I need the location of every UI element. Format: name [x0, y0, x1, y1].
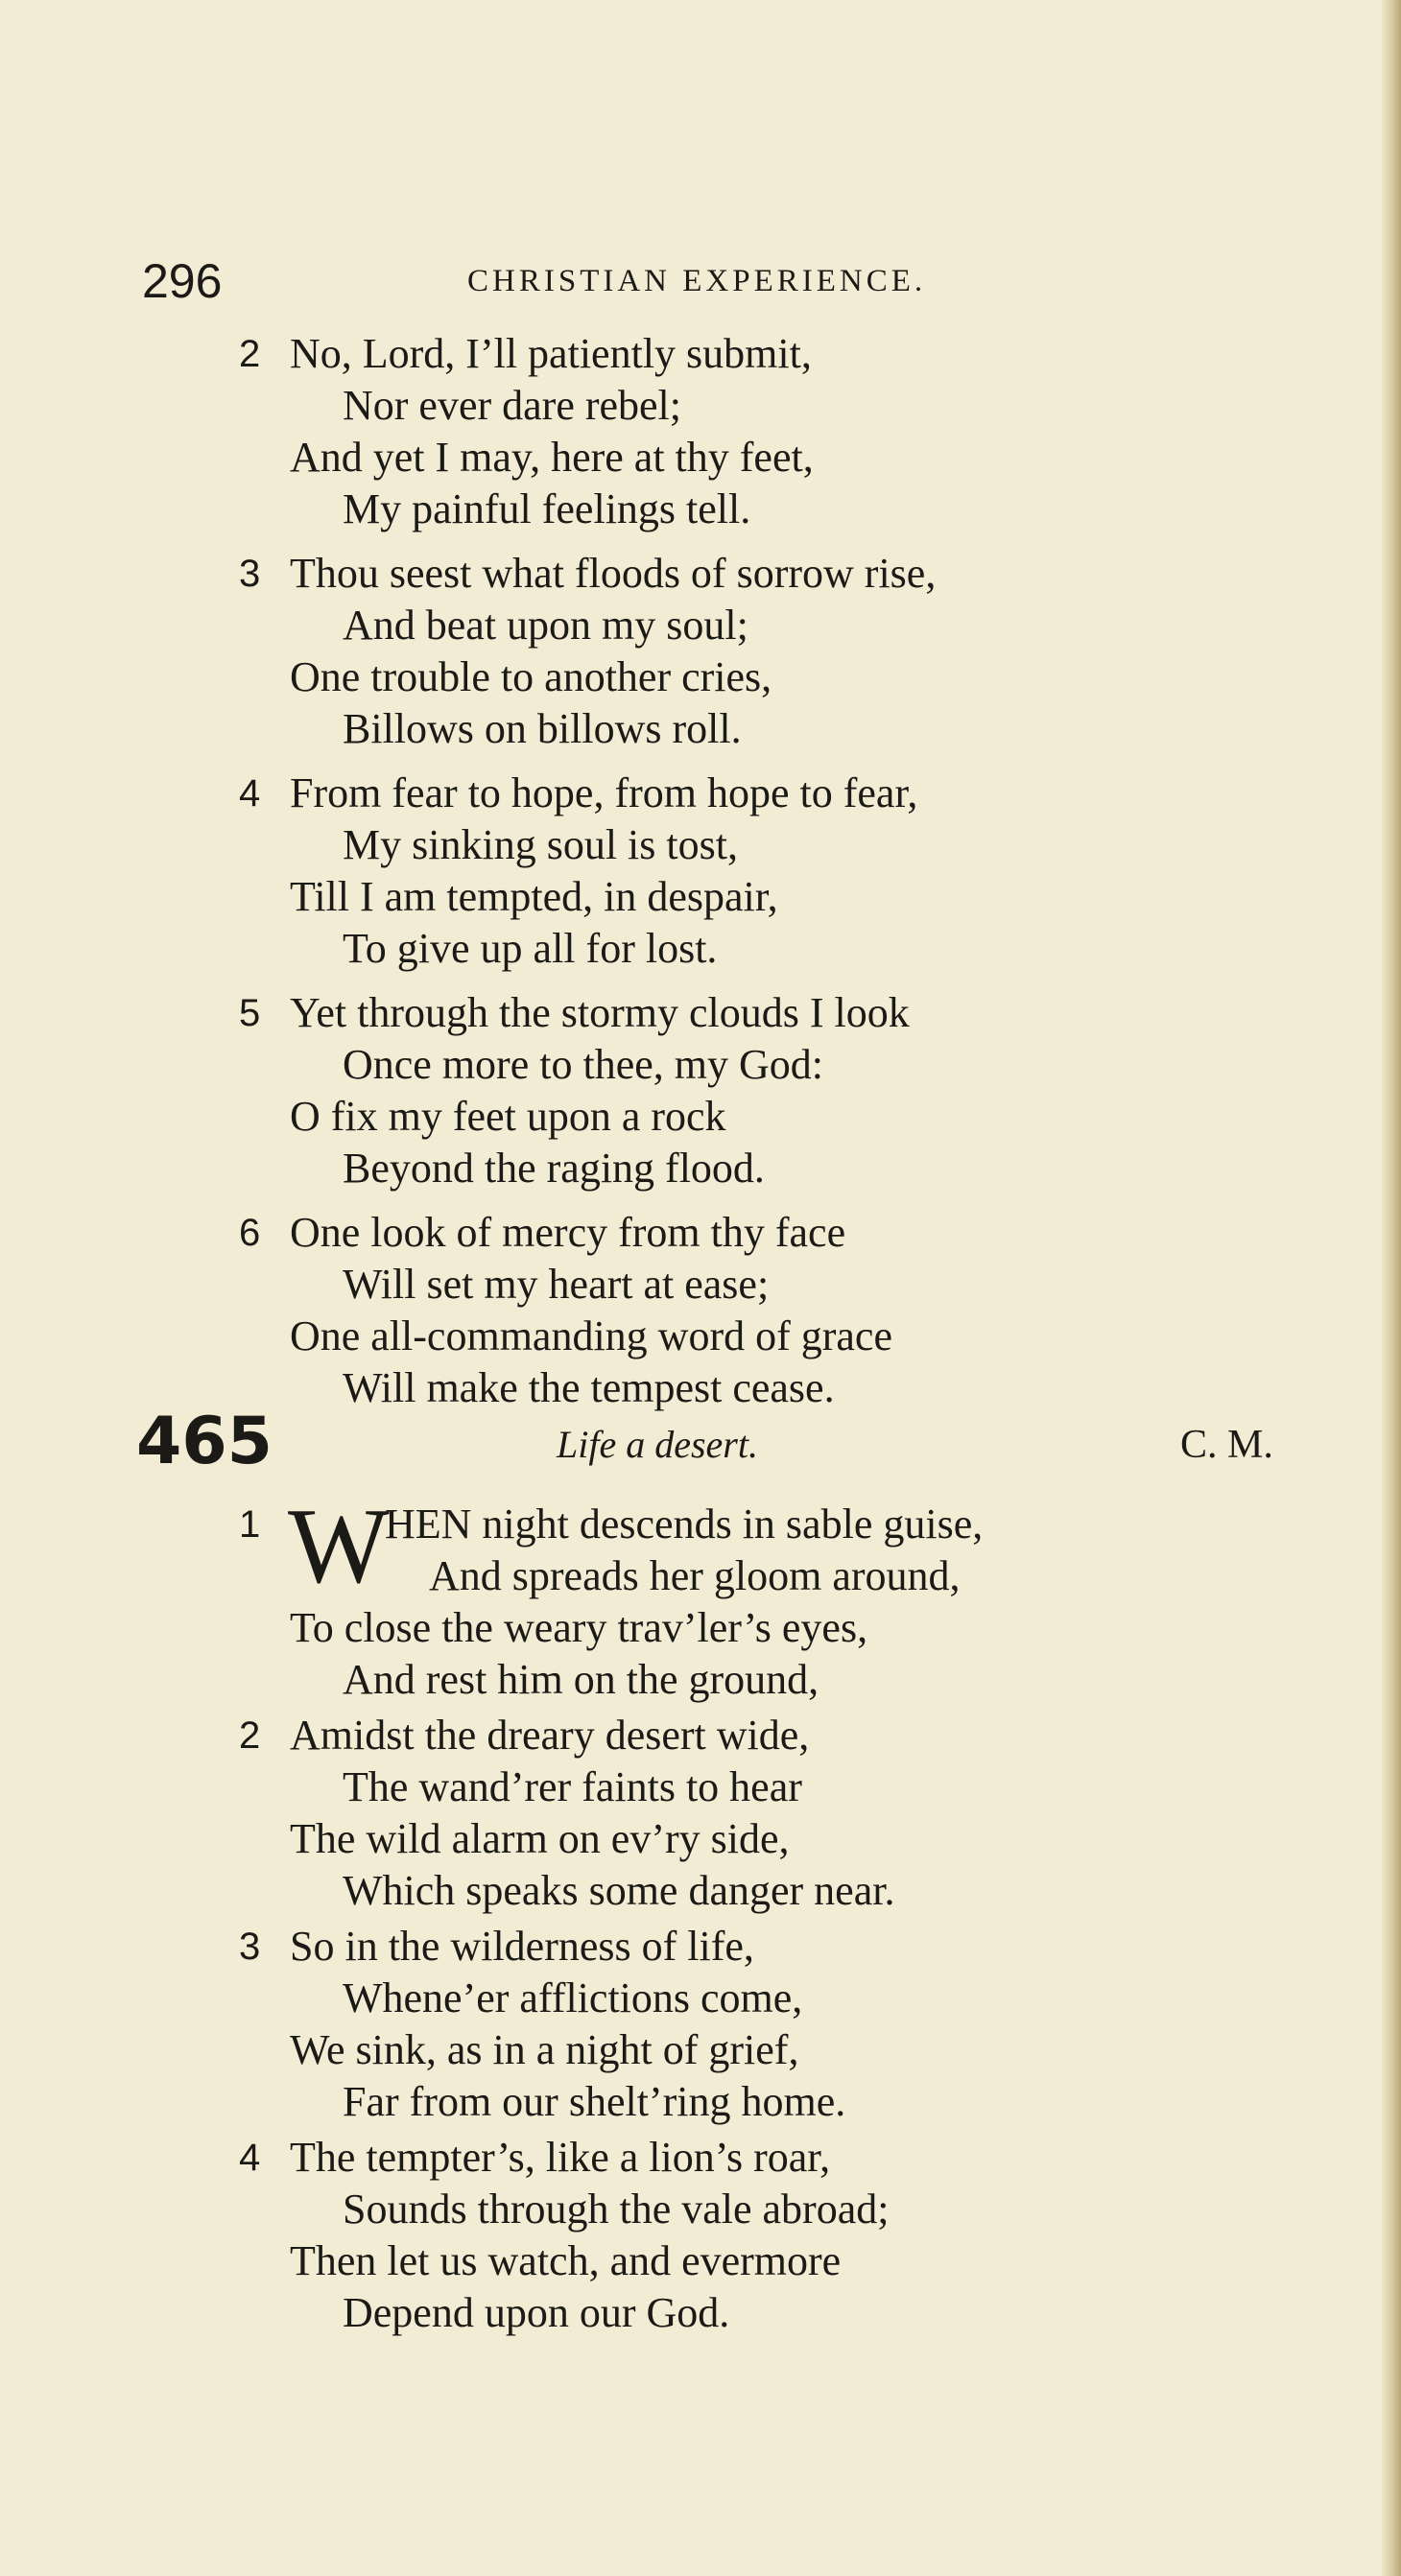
verse-line: Yet through the stormy clouds I look — [290, 989, 910, 1036]
hymn-number: 465 — [136, 1404, 273, 1479]
verse-line: Whene’er afflictions come, — [343, 1974, 803, 2021]
verse-line: Once more to thee, my God: — [343, 1041, 823, 1088]
stanza-number: 2 — [239, 1714, 261, 1757]
verse-line: One all-commanding word of grace — [290, 1312, 892, 1359]
verse-line: To close the weary trav’ler’s eyes, — [290, 1604, 868, 1651]
stanza-number: 3 — [239, 1926, 261, 1968]
verse-line: Which speaks some danger near. — [343, 1867, 895, 1914]
verse-line: The wild alarm on ev’ry side, — [290, 1815, 790, 1862]
running-head: CHRISTIAN EXPERIENCE. — [467, 264, 927, 298]
verse-line: O fix my feet upon a rock — [290, 1093, 726, 1140]
verse-line: HEN night descends in sable guise, — [385, 1501, 984, 1548]
verse-line: Far from our shelt’ring home. — [343, 2078, 846, 2125]
verse-line: The wand’rer faints to hear — [343, 1763, 802, 1810]
verse-line: My sinking soul is tost, — [343, 821, 738, 868]
verse-line: So in the wilderness of life, — [290, 1923, 754, 1970]
page-number: 296 — [142, 254, 223, 308]
verse-line: Till I am tempted, in despair, — [290, 873, 778, 920]
stanza-number: 2 — [239, 333, 261, 375]
verse-line: Nor ever dare rebel; — [343, 382, 682, 429]
verse-line: And spreads her gloom around, — [429, 1552, 961, 1599]
stanza-number: 4 — [239, 772, 261, 815]
stanza-number: 6 — [239, 1212, 261, 1254]
hymn-title: Life a desert. — [557, 1423, 758, 1466]
verse-line: From fear to hope, from hope to fear, — [290, 769, 918, 816]
verse-line: Then let us watch, and evermore — [290, 2237, 842, 2284]
verse-line: No, Lord, I’ll patiently submit, — [290, 330, 812, 377]
verse-line: The tempter’s, like a lion’s roar, — [290, 2134, 831, 2181]
stanza-number: 3 — [239, 553, 261, 595]
verse-line: To give up all for lost. — [343, 925, 718, 972]
stanza-number: 5 — [239, 992, 261, 1034]
stanza-number: 4 — [239, 2137, 261, 2179]
verse-line: Amidst the dreary desert wide, — [290, 1712, 810, 1759]
hymn-meter: C. M. — [1180, 1423, 1273, 1467]
verse-line: Thou seest what floods of sorrow rise, — [290, 550, 937, 597]
page-header — [0, 248, 1401, 315]
verse-line: One trouble to another cries, — [290, 653, 772, 700]
verse-line: Billows on billows roll. — [343, 705, 742, 752]
verse-line: Beyond the raging flood. — [343, 1145, 765, 1192]
verse-line: We sink, as in a night of grief, — [290, 2026, 799, 2073]
drop-cap: W — [288, 1487, 390, 1606]
verse-line: And yet I may, here at thy feet, — [290, 434, 814, 481]
stanza-number: 1 — [239, 1503, 261, 1546]
verse-line: One look of mercy from thy face — [290, 1209, 846, 1256]
page-edge — [1382, 0, 1401, 2576]
verse-line: Will set my heart at ease; — [343, 1261, 770, 1308]
verse-line: And beat upon my soul; — [343, 602, 748, 649]
verse-line: Sounds through the vale abroad; — [343, 2186, 890, 2233]
verse-line: My painful feelings tell. — [343, 485, 751, 532]
verse-line: Depend upon our God. — [343, 2289, 730, 2336]
verse-line: Will make the tempest cease. — [343, 1364, 835, 1411]
verse-line: And rest him on the ground, — [343, 1656, 819, 1703]
